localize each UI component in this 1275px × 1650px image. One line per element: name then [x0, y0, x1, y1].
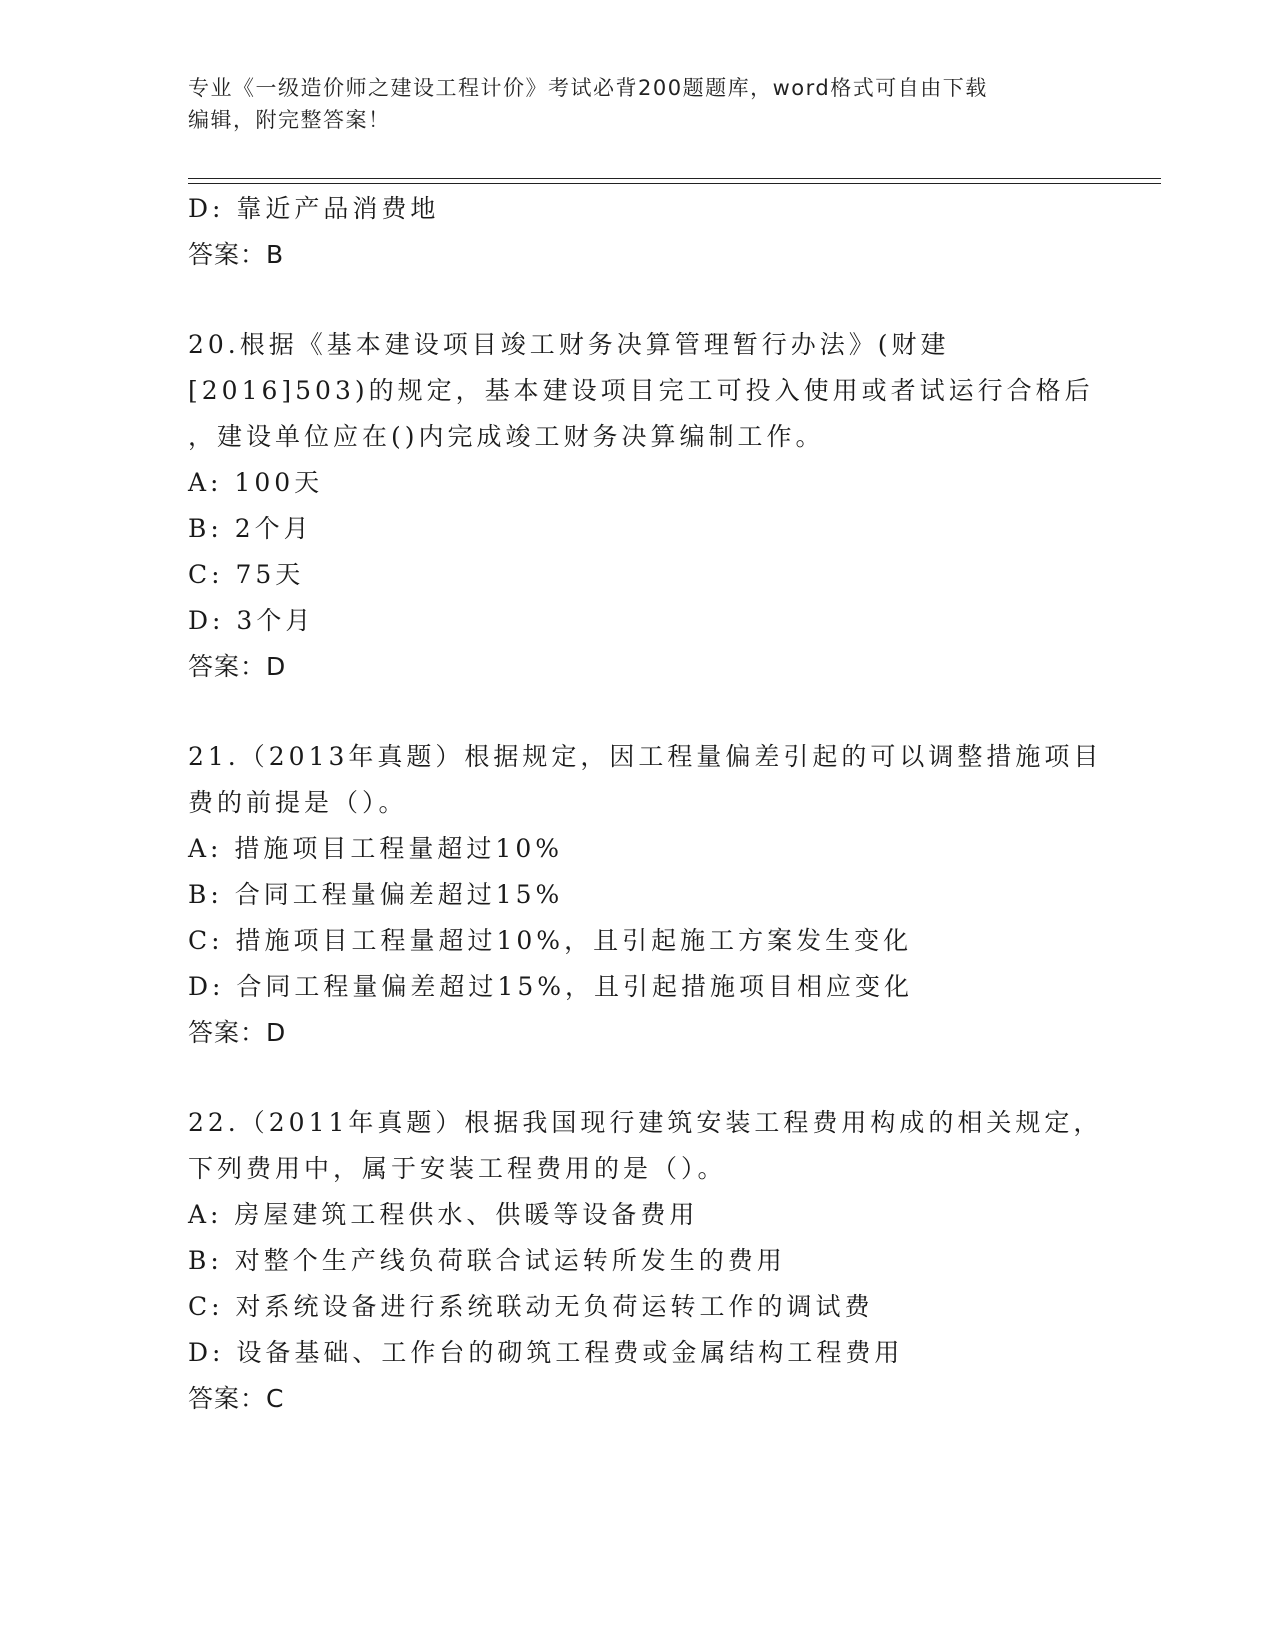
question-22	[188, 1100, 1128, 1422]
question-stem: 20.根据《基本建设项目竣工财务决算管理暂行办法》(财建	[188, 330, 950, 359]
question-21	[188, 734, 1128, 1056]
question-stem: 费的前提是（）。	[188, 788, 408, 817]
option-a: A: 100天	[188, 468, 324, 497]
question-stem: ，建设单位应在()内完成竣工财务决算编制工作。	[188, 422, 825, 451]
option-d: D: 3个月	[188, 606, 315, 635]
page-header	[188, 72, 1078, 136]
option-c: C: 措施项目工程量超过10%，且引起施工方案发生变化	[188, 926, 913, 955]
question-stem: 22.（2011年真题）根据我国现行建筑安装工程费用构成的相关规定，	[188, 1108, 1103, 1137]
question-19	[188, 186, 1128, 278]
option-b: B: 2个月	[188, 514, 313, 543]
option-c: C: 75天	[188, 560, 305, 589]
answer: 答案：C	[188, 1384, 285, 1413]
header-line-2: 编辑，附完整答案！	[188, 108, 391, 132]
option-b: B: 合同工程量偏差超过15%	[188, 880, 564, 909]
answer: 答案：D	[188, 1018, 287, 1047]
answer: 答案：D	[188, 652, 287, 681]
answer: 答案：B	[188, 240, 285, 269]
option-a: A: 房屋建筑工程供水、供暖等设备费用	[188, 1200, 699, 1229]
header-line-1: 专业《一级造价师之建设工程计价》考试必背200题题库，word格式可自由下载	[188, 76, 988, 100]
question-20	[188, 322, 1128, 690]
option-d: D: 靠近产品消费地	[188, 194, 440, 223]
question-stem: 下列费用中，属于安装工程费用的是（）。	[188, 1154, 727, 1183]
question-stem: [2016]503)的规定，基本建设项目完工可投入使用或者试运行合格后	[188, 376, 1094, 405]
spacer	[188, 1056, 1128, 1100]
option-d: D: 合同工程量偏差超过15%，且引起措施项目相应变化	[188, 972, 913, 1001]
header-rule-bottom	[188, 183, 1161, 184]
question-list	[188, 186, 1128, 1422]
spacer	[188, 690, 1128, 734]
header-rule-top	[188, 178, 1161, 179]
option-d: D: 设备基础、工作台的砌筑工程费或金属结构工程费用	[188, 1338, 904, 1367]
spacer	[188, 278, 1128, 322]
option-c: C: 对系统设备进行系统联动无负荷运转工作的调试费	[188, 1292, 874, 1321]
option-a: A: 措施项目工程量超过10%	[188, 834, 563, 863]
question-stem: 21.（2013年真题）根据规定，因工程量偏差引起的可以调整措施项目	[188, 742, 1103, 771]
option-b: B: 对整个生产线负荷联合试运转所发生的费用	[188, 1246, 786, 1275]
